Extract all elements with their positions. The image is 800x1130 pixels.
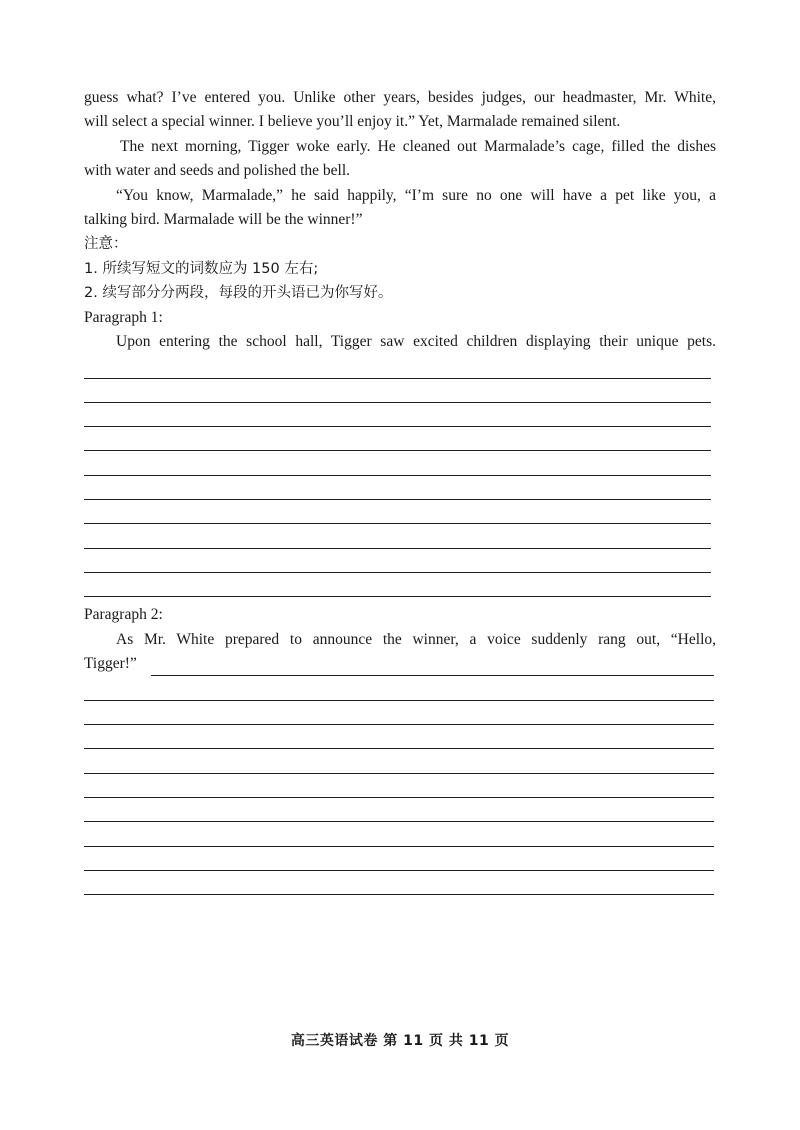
- writing-line[interactable]: [84, 500, 711, 524]
- writing-line[interactable]: [84, 871, 714, 895]
- writing-line[interactable]: [84, 798, 714, 822]
- paragraph2-opening-end: Tigger!”: [84, 655, 137, 673]
- paragraph2-opening-end-row: [84, 652, 714, 676]
- paragraph2-opening: As Mr. White prepared to announce the winner, a voice suddenly rang out, “Hello,: [116, 630, 716, 648]
- exam-page: [84, 86, 716, 895]
- writing-line[interactable]: [84, 379, 711, 403]
- writing-line[interactable]: [84, 524, 711, 548]
- writing-line[interactable]: [84, 701, 714, 725]
- page-footer: 高三英语试卷 第 11 页 共 11 页: [290, 1033, 510, 1049]
- writing-line[interactable]: [84, 476, 711, 500]
- story-line: The next morning, Tigger woke early. He cleaned out Marmalade’s cage, filled the dishes: [120, 137, 716, 155]
- note-item: 1. 所续写短文的词数应为 150 左右;: [84, 260, 319, 277]
- story-line: with water and seeds and polished the bell.: [84, 162, 351, 180]
- paragraph2-writing-area[interactable]: [84, 676, 714, 895]
- writing-line[interactable]: [84, 573, 711, 597]
- paragraph1-writing-area[interactable]: [84, 354, 711, 597]
- writing-line[interactable]: [84, 403, 711, 427]
- writing-line[interactable]: [84, 354, 711, 378]
- writing-line[interactable]: [84, 847, 714, 871]
- notes-title: 注意：: [84, 236, 128, 253]
- writing-line[interactable]: [84, 427, 711, 451]
- writing-line[interactable]: [84, 676, 714, 700]
- paragraph1-opening: Upon entering the school hall, Tigger saw excited children displaying their unique pets.: [116, 332, 716, 350]
- writing-line[interactable]: [84, 774, 714, 798]
- story-line: “You know, Marmalade,” he said happily, “I’m sure no one will have a pet like you, a: [116, 186, 716, 204]
- writing-line[interactable]: [84, 822, 714, 846]
- story-line: talking bird. Marmalade will be the winner!”: [84, 210, 363, 228]
- writing-line[interactable]: [84, 451, 711, 475]
- writing-line[interactable]: [84, 749, 714, 773]
- writing-line[interactable]: [84, 549, 711, 573]
- paragraph2-label: Paragraph 2:: [84, 606, 163, 624]
- story-line: will select a special winner. I believe you’ll enjoy it.” Yet, Marmalade remained silent.: [84, 113, 621, 131]
- note-item: 2. 续写部分分两段，每段的开头语已为你写好。: [84, 285, 393, 302]
- paragraph1-label: Paragraph 1:: [84, 308, 163, 326]
- writing-line[interactable]: [84, 725, 714, 749]
- story-line: guess what? I’ve entered you. Unlike other years, besides judges, our headmaster, Mr. White,: [84, 89, 716, 106]
- writing-line[interactable]: [151, 658, 714, 676]
